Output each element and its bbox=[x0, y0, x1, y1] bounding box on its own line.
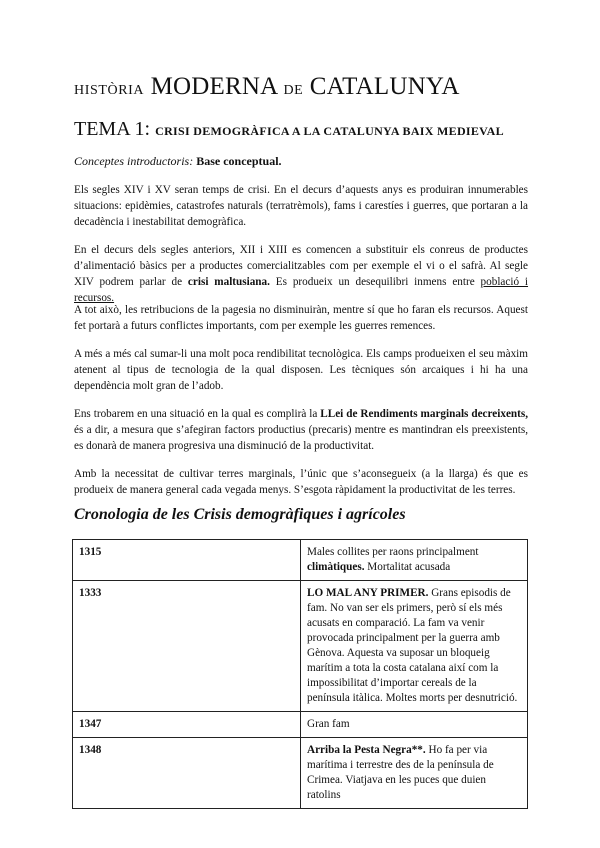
event-text-pre: Males collites per raons principalment bbox=[307, 546, 479, 558]
paragraph-2 bbox=[74, 242, 528, 306]
chronology-table bbox=[72, 539, 528, 809]
paragraph-2-underline: població i recursos. bbox=[74, 276, 529, 304]
paragraph-5-text-c: és a dir, a mesura que s’afegiran factors productius (precaris) mentre es mantindran els preexistents, es donarà de manera progresiva una disminució de la productivitat. bbox=[74, 424, 528, 452]
event-text: Grans episodis de fam. No van ser els primers, però sí els més acusats en comparació. La fam va venir provocada principalment per la guerra amb Gènova. Aquesta va suposar un bloqueig marítim a tota la costa catalana així com la impossibilitat d’importar cereals de la península itàlica. Moltes morts per desnutrició. bbox=[307, 587, 518, 704]
paragraph-2-text-c: Es produeix un desequilibri inmens entre bbox=[275, 276, 475, 288]
paragraph-5-bold: LLei de Rendiments marginals decreixents, bbox=[320, 408, 529, 420]
year-cell: 1315 bbox=[73, 540, 301, 581]
year-cell: 1348 bbox=[73, 738, 301, 809]
event-bold: LO MAL ANY PRIMER. bbox=[307, 587, 429, 599]
section-title: Cronologia de les Crisis demogràfiques i agrícoles bbox=[74, 506, 406, 523]
tema-heading bbox=[74, 118, 504, 141]
concepts-line bbox=[74, 154, 282, 169]
title-word-de: DE bbox=[283, 83, 304, 98]
concepts-value: Base conceptual. bbox=[196, 154, 282, 168]
paragraph-4: A més a més cal sumar-li una molt poca rendibilitat tecnològica. Els camps produeixen el seu màxim atenent al tipus de tecnologia de la qual disposen. Les tècniques són arcaiques i hi ha una dependència molt gran de l’adob. bbox=[74, 348, 528, 392]
event-cell bbox=[301, 738, 528, 809]
table-row bbox=[73, 712, 528, 738]
title-word-historia: HISTÒRIA bbox=[74, 83, 145, 98]
table-row bbox=[73, 581, 528, 712]
paragraph-2-bold: crisi maltusiana. bbox=[187, 276, 270, 288]
title-word-moderna: MODERNA bbox=[150, 73, 278, 100]
tema-subtitle: CRISI DEMOGRÀFICA A LA CATALUNYA BAIX MEDIEVAL bbox=[155, 124, 504, 138]
year-cell: 1347 bbox=[73, 712, 301, 738]
event-text: Ho fa per via marítima i terrestre des de la península de Crimea. Viatjava en les puces que duien ratolins bbox=[307, 744, 494, 801]
event-text: Gran fam bbox=[307, 718, 350, 730]
event-cell bbox=[301, 540, 528, 581]
event-cell bbox=[301, 581, 528, 712]
table-row bbox=[73, 738, 528, 809]
event-bold-inline: climàtiques. bbox=[307, 561, 365, 573]
title-word-catalunya: CATALUNYA bbox=[309, 73, 460, 100]
table-row bbox=[73, 540, 528, 581]
paragraph-2-text-a: En el decurs dels segles anteriors, XII i XIII es comencen a substituir els conreus de productes d’alimentació bàsics per a productes comercialitzables com per exemple el vi o el safrà. Al segle XIV podrem parlar de bbox=[74, 244, 528, 288]
paragraph-3: A tot això, les retribucions de la pagesia no disminuiràn, mentre sí que ho faran els recursos. Aquest fet portarà a futurs conflictes importants, com per exemple les guerres remences. bbox=[74, 304, 528, 332]
event-bold: Arriba la Pesta Negra**. bbox=[307, 744, 426, 756]
paragraph-6: Amb la necessitat de cultivar terres marginals, l’únic que s’aconsegueix (a la llarga) és que es produeix de manera general cada vegada menys. S’esgota ràpidament la productivitat de les terres. bbox=[74, 468, 528, 496]
concepts-label: Conceptes introductoris: bbox=[74, 154, 194, 168]
event-cell bbox=[301, 712, 528, 738]
tema-label: TEMA 1: bbox=[74, 118, 151, 140]
event-text: Mortalitat acusada bbox=[367, 561, 451, 573]
paragraph-5 bbox=[74, 406, 528, 454]
paragraph-1: Els segles XIV i XV seran temps de crisi. En el decurs d’aquests anys es produiran innumerables situacions: epidèmies, catastrofes naturals (terratrèmols), fams i carestíes i guerres, que portaran a la decadència i inestabilitat demogràfica. bbox=[74, 184, 528, 228]
paragraph-5-text-a: Ens trobarem en una situació en la qual es complirà la bbox=[74, 408, 318, 420]
year-cell: 1333 bbox=[73, 581, 301, 712]
document-title bbox=[74, 73, 460, 101]
